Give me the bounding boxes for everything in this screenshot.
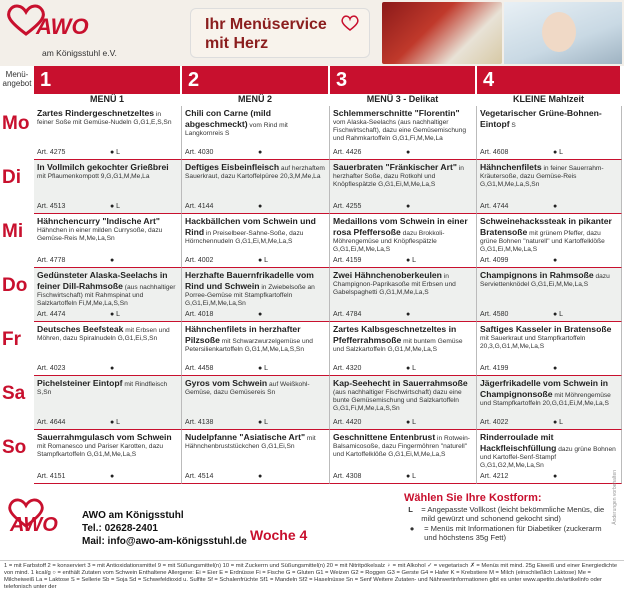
article-number: Art. 4018 <box>185 311 214 318</box>
diet-symbol: ● <box>258 311 263 318</box>
menu-cell <box>477 268 622 322</box>
menu-cell <box>330 160 477 214</box>
dish-name: Sauerrahmgulasch vom Schwein <box>37 432 172 442</box>
dish-description: in herzhafter Soße, dazu Rotkohl und Knöpflespätzle G,G1,Ei,M,Me,La,S <box>333 165 464 188</box>
menu-cell <box>477 214 622 268</box>
dish-description: in Zwiebelsoße an Porree-Gemüse mit Stampfkartoffeln G,G1,Ei,M,Me,La,Sn <box>185 284 315 307</box>
column-title-3: MENÜ 3 - Delikat <box>330 94 475 105</box>
column-title-2: MENÜ 2 <box>182 94 328 105</box>
dish-name: Sauerbraten "Fränkischer Art" <box>333 162 457 172</box>
article-number: Art. 4023 <box>37 365 66 372</box>
article-number: Art. 4458 <box>185 365 214 372</box>
dish-name: Zartes Rindergeschnetzeltes <box>37 108 155 118</box>
diet-symbol: ● L <box>406 419 417 426</box>
menu-cell <box>34 322 182 376</box>
article-number: Art. 4320 <box>333 365 362 372</box>
menu-cell <box>182 160 330 214</box>
dish-name: Hähnchenfilets in herzhafter Pilzsoße <box>185 324 301 345</box>
dish-name: Medaillons vom Schwein in einer rosa Pfeffersoße <box>333 216 468 237</box>
banner-title: Ihr Menüservice mit Herz <box>205 16 327 52</box>
dish-description: in Champignon-Paprikasoße mit Erbsen und Gabelspaghetti G,G1,M,Me,La,S <box>333 273 456 296</box>
diet-symbol: ● L <box>110 149 121 156</box>
diet-options <box>404 494 616 542</box>
dish-description: in Rotwein-Balsamicosoße, dazu Fingermöhren "naturell" und Kartoffelklöße G,G1,Ei,M,Me,La,S <box>333 435 471 458</box>
article-number: Art. 4308 <box>333 473 362 480</box>
article-number: Art. 4426 <box>333 149 362 156</box>
article-number: Art. 4022 <box>480 419 509 426</box>
diet-symbol: ● L <box>110 203 121 210</box>
article-number: Art. 4144 <box>185 203 214 210</box>
diet-symbol: ● L <box>258 419 269 426</box>
dish-name: Schweinehackssteak in pikanter Bratensoße <box>480 216 612 237</box>
food-photo <box>382 2 502 64</box>
diet-symbol: ● L <box>110 419 121 426</box>
column-title-1: MENÜ 1 <box>34 94 180 105</box>
dish-description: vom Alaska-Seelachs (aus nachhaltiger Fischwirtschaft), dazu eine Gemüsemischung und Rahmkartoffeln G,G1,Fi,M,Me,La <box>333 119 467 142</box>
menu-cell <box>330 268 477 322</box>
menu-cell <box>182 376 330 430</box>
column-header-4: 4 <box>477 66 620 94</box>
menu-cell <box>34 214 182 268</box>
menu-cell <box>34 430 182 484</box>
article-number: Art. 4608 <box>480 149 509 156</box>
dish-description: mit Erbsen und Möhren, dazu Spiralnudeln G,G1,Ei,S,Sn <box>37 327 170 342</box>
article-number: Art. 4002 <box>185 257 214 264</box>
diet-symbol: ● <box>258 473 263 480</box>
logo-subtitle: am Königsstuhl e.V. <box>42 48 117 58</box>
diet-symbol: ● <box>406 149 411 156</box>
dish-name: Gyros vom Schwein <box>185 378 268 388</box>
menu-cell <box>330 214 477 268</box>
article-number: Art. 4420 <box>333 419 362 426</box>
menu-cell <box>34 268 182 322</box>
footer-logo <box>6 498 72 550</box>
article-number: Art. 4514 <box>185 473 214 480</box>
day-label: Di <box>2 164 34 192</box>
menu-cell <box>477 322 622 376</box>
diet-symbol: ● <box>258 149 263 156</box>
awo-logo <box>6 4 117 62</box>
diet-symbol: ● <box>406 203 411 210</box>
article-number: Art. 4644 <box>37 419 66 426</box>
footer-logo-text: AWO <box>10 514 58 536</box>
allergen-legend: 1 = mit Farbstoff 2 = konserviert 3 = mit Antioxidationsmittel 9 = mit Süßungsmittel(n) 10 = mit Zuckerrn und Süßungsmittel(n) 20 = mit Nitritpökelsalz ♀ = mit Alkohol ✓ = vegetarisch ✗ = Menüs mit mind. 25g Eiweiß und einer Energiedichte von mind. 1 kcal/g ○ = enthält Zutaten vom Schwein Enthaltene Allergene: Ei = Eier E = Erdnüsse Fi = Fische G = Gluten G1 = Weizen G2 = Roggen G3 = Gerste G4 = Hafer K = Krebstiere M = Milch (einschließlich Laktose) Me = Milcheiweiß La = Laktose S = Sellerie Sb = Soja Sd = Schwefeldioxid u. Sulfite Sf = Schalenfrüchte Sf1 = Mandeln Sf2 = Haselnüsse Sn = Senf Weitere Zutaten- und Nährwertinformationen gibt es unter www.apetito.de/artikelinfo oder telefonisch unter der <box>0 560 624 600</box>
column-title-4: KLEINE Mahlzeit <box>477 94 620 105</box>
footer-email: Mail: info@awo-am-königsstuhl.de <box>82 536 247 547</box>
dish-name: Chili con Carne (mild abgeschmeckt) <box>185 108 271 129</box>
menu-cell <box>477 106 622 160</box>
dish-name: Jägerfrikadelle vom Schwein in Champignonsoße <box>480 378 608 399</box>
menu-cell <box>330 376 477 430</box>
diet-symbol: ● <box>258 203 263 210</box>
dish-description: auf Weißkohl-Gemüse, dazu Gemüsereis Sn <box>185 381 310 396</box>
article-number: Art. 4744 <box>480 203 509 210</box>
day-label: Do <box>2 272 34 300</box>
dish-description: mit buntem Gemüse und Salzkartoffeln G,G1,M,Me,La,S <box>333 338 463 353</box>
dish-description: mit Möhrengemüse und Stampfkartoffeln 20,G,G1,Ei,M,Me,La,S <box>480 392 611 407</box>
senior-photo <box>504 2 622 64</box>
dish-description: mit Rindfleisch S,Sn <box>37 381 168 396</box>
dish-name: Pichelsteiner Eintopf <box>37 378 123 388</box>
menu-cell <box>477 160 622 214</box>
logo-text: AWO <box>36 14 89 39</box>
menu-cell <box>182 214 330 268</box>
week-label: Woche 4 <box>250 527 308 543</box>
menu-cell <box>477 430 622 484</box>
dish-description: auf herzhaftem Sauerkraut, dazu Kartoffelpüree 20,3,M,Me,La <box>185 165 325 180</box>
dish-description: mit Sauerkraut und Stampfkartoffeln 20,3,G,G1,M,Me,La,S <box>480 335 586 350</box>
article-number: Art. 4255 <box>333 203 362 210</box>
article-number: Art. 4030 <box>185 149 214 156</box>
dish-name: Hähnchencurry "Indische Art" <box>37 216 160 226</box>
day-label: Fr <box>2 326 34 354</box>
dish-description: dazu Serviettenknödel G,G1,Ei,M,Me,La,S <box>480 273 610 288</box>
dish-name: Champignons in Rahmsoße <box>480 270 594 280</box>
dish-name: In Vollmilch gekochter Grießbrei <box>37 162 169 172</box>
dish-description: dazu grüne Bohnen und Kartoffel-Senf-Stampf G,G1,G2,M,Me,La,Sn <box>480 446 616 469</box>
diet-symbol: ● L <box>553 419 564 426</box>
dish-description: mit Pflaumenkompott 9,G,G1,M,Me,La <box>37 173 150 180</box>
diet-symbol: ● <box>110 365 115 372</box>
article-number: Art. 4474 <box>37 311 66 318</box>
dish-name: Deutsches Beefsteak <box>37 324 124 334</box>
article-number: Art. 4151 <box>37 473 66 480</box>
changes-note: Änderungen vorbehalten <box>612 470 618 525</box>
dish-name: Zwei Hähnchenoberkeulen <box>333 270 442 280</box>
diet-symbol: ● <box>553 365 558 372</box>
footer-name: AWO am Königsstuhl <box>82 510 184 521</box>
menu-cell <box>330 322 477 376</box>
dish-description: Hähnchen in einer milden Currysoße, dazu Gemüse-Reis M,Me,La,Sn <box>37 227 163 242</box>
dish-description: mit Romanesco und Pariser Karotten, dazu Stampfkartoffeln G,G1,M,Me,La,S <box>37 443 164 458</box>
article-number: Art. 4159 <box>333 257 362 264</box>
menu-offer-label: Menü-angebot <box>2 70 32 88</box>
diet-title: Wählen Sie Ihre Kostform: <box>404 492 542 504</box>
diet-symbol: ● L <box>406 257 417 264</box>
dish-name: Schlemmerschnitte "Florentin" <box>333 108 460 118</box>
day-label: So <box>2 434 34 462</box>
diet-symbol: ● L <box>258 257 269 264</box>
footer-phone: Tel.: 02628-2401 <box>82 523 158 534</box>
diet-symbol: ● <box>406 311 411 318</box>
article-number: Art. 4138 <box>185 419 214 426</box>
menu-cell <box>182 106 330 160</box>
menu-cell <box>330 430 477 484</box>
menu-service-banner <box>190 8 370 58</box>
column-header-2: 2 <box>182 66 328 94</box>
dish-name: Herzhafte Bauernfrikadelle vom Rind und Schwein <box>185 270 314 291</box>
dish-name: Vegetarischer Grüne-Bohnen-Eintopf <box>480 108 602 129</box>
dish-name: Rinderroulade mit Hackfleischfüllung <box>480 432 557 453</box>
dish-description: in feiner Sauerrahm-Kräutersoße, dazu Gemüse-Reis G,G1,M,Me,La,S,Sn <box>480 165 604 188</box>
dish-description: mit Hähnchenbruststückchen G,G1,Ei,Sn <box>185 435 316 450</box>
dish-name: Zartes Kalbsgeschnetzeltes in Pfefferrahmsoße <box>333 324 457 345</box>
contact-info <box>82 509 247 548</box>
dish-name: Geschnittene Entenbrust <box>333 432 436 442</box>
article-number: Art. 4513 <box>37 203 66 210</box>
article-number: Art. 4099 <box>480 257 509 264</box>
diet-symbol: ● L <box>406 473 417 480</box>
diet-symbol: ● L <box>258 365 269 372</box>
dish-description: mit grünem Pfeffer, dazu grüne Bohnen "naturell" und Kartoffelklöße G,G1,Ei,M,Me,La,S <box>480 230 605 253</box>
day-label: Mi <box>2 218 34 246</box>
diet-symbol: ● L <box>553 311 564 318</box>
menu-cell <box>477 376 622 430</box>
diet-symbol: ● <box>110 473 115 480</box>
article-number: Art. 4778 <box>37 257 66 264</box>
diet-item: L = Angepasste Vollkost (leicht bekömmliche Menüs, die mild gewürzt und schonend gekocht sind) <box>408 505 605 523</box>
dish-name: Hähnchenfilets <box>480 162 542 172</box>
menu-cell <box>182 322 330 376</box>
menu-cell <box>34 376 182 430</box>
dish-name: Hackbällchen vom Schwein und Rind <box>185 216 316 237</box>
diet-symbol: ● L <box>553 149 564 156</box>
menu-cell <box>182 268 330 322</box>
dish-description: dazu Brokkoli-Möhrengemüse und Knöpflespätzle G,G1,Ei,M,Me,La,S <box>333 230 445 253</box>
dish-description: vom Rind mit Langkornreis S <box>185 122 288 137</box>
dish-description: mit Schwarzwurzelgemüse und Petersilienkartoffeln G,G1,M,Me,La,S,Sn <box>185 338 313 353</box>
dish-name: Nudelpfanne "Asiatische Art" <box>185 432 306 442</box>
column-header-1: 1 <box>34 66 180 94</box>
menu-cell <box>330 106 477 160</box>
day-label: Sa <box>2 380 34 408</box>
article-number: Art. 4580 <box>480 311 509 318</box>
dish-description: in feiner Soße mit Gemüse-Nudeln G,G1,E,S,Sn <box>37 111 172 126</box>
article-number: Art. 4275 <box>37 149 66 156</box>
column-header-3: 3 <box>330 66 475 94</box>
day-label: Mo <box>2 110 34 138</box>
diet-symbol: ● <box>553 257 558 264</box>
diet-symbol: ● <box>553 473 558 480</box>
dish-description: S <box>509 122 516 129</box>
dish-name: Saftiges Kasseler in Bratensoße <box>480 324 612 334</box>
dish-name: Kap-Seehecht in Sauerrahmsoße <box>333 378 468 388</box>
diet-item: ● = Menüs mit Informationen für Diabetiker (zuckerarm und höchstens 35g Fett) <box>409 524 602 542</box>
dish-description: (aus nachhaltiger Fischwirtschaft) mit Rahmspinat und Salzkartoffeln Fi,M,Me,La,S,Sn <box>37 284 176 307</box>
dish-description: in Preiselbeer-Sahne-Soße, dazu Hörnchennudeln G,G1,Ei,M,Me,La,S <box>185 230 304 245</box>
heart-icon <box>341 15 359 31</box>
menu-cell <box>34 160 182 214</box>
article-number: Art. 4784 <box>333 311 362 318</box>
article-number: Art. 4212 <box>480 473 509 480</box>
dish-name: Gedünsteter Alaska-Seelachs in feiner Dill-Rahmsoße <box>37 270 168 291</box>
dish-description: (aus nachhaltiger Fischwirtschaft) dazu eine bunte Gemüsemischung und Salzkartoffeln G,G1,Fi,M,Me,La,S,Sn <box>333 389 462 412</box>
diet-symbol: ● L <box>406 365 417 372</box>
diet-symbol: ● <box>110 257 115 264</box>
diet-symbol: ● L <box>110 311 121 318</box>
diet-symbol: ● <box>553 203 558 210</box>
menu-cell <box>182 430 330 484</box>
dish-name: Deftiges Eisbeinfleisch <box>185 162 280 172</box>
article-number: Art. 4199 <box>480 365 509 372</box>
menu-cell <box>34 106 182 160</box>
